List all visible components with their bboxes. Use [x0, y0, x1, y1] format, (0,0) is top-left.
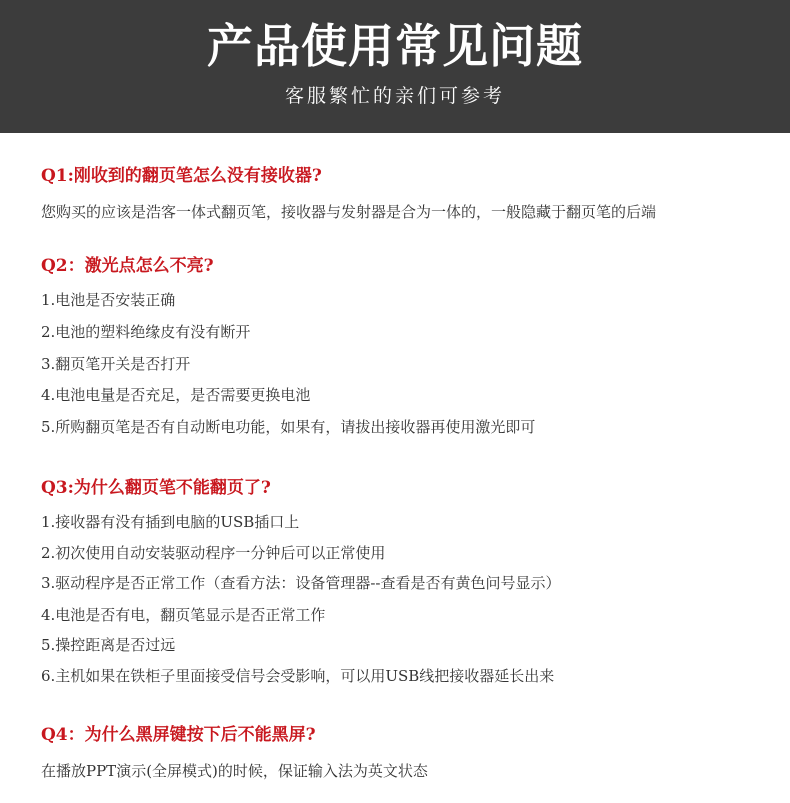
faq-answer-2-4: 4.电池电量是否充足，是否需要更换电池: [41, 386, 311, 404]
faq-answer-3-6: 6.主机如果在铁柜子里面接受信号会受影响，可以用USB线把接收器延长出来: [41, 667, 555, 685]
faq-answer-1-1: 您购买的应该是浩客一体式翻页笔，接收器与发射器是合为一体的，一般隐藏于翻页笔的后端: [41, 203, 657, 221]
header-banner: [0, 0, 790, 133]
faq-answer-3-1: 1.接收器有没有插到电脑的USB插口上: [41, 513, 300, 531]
faq-answer-3-5: 5.操控距离是否过远: [41, 636, 176, 654]
page-subtitle: 客服繁忙的亲们可参考: [284, 85, 505, 107]
faq-question-3: Q3:为什么翻页笔不能翻页了?: [41, 478, 271, 498]
faq-answer-2-5: 5.所购翻页笔是否有自动断电功能，如果有，请拔出接收器再使用激光即可: [41, 418, 536, 436]
faq-answer-2-1: 1.电池是否安装正确: [41, 291, 176, 309]
faq-answer-4-1: 在播放PPT演示(全屏模式)的时候，保证输入法为英文状态: [41, 762, 428, 780]
faq-answer-3-4: 4.电池是否有电，翻页笔显示是否正常工作: [41, 606, 326, 624]
faq-answer-2-2: 2.电池的塑料绝缘皮有没有断开: [41, 323, 251, 341]
faq-answer-3-3: 3.驱动程序是否正常工作（查看方法：设备管理器--查看是否有黄色问号显示）: [41, 574, 561, 592]
faq-answer-3-2: 2.初次使用自动安装驱动程序一分钟后可以正常使用: [41, 544, 386, 562]
faq-answer-2-3: 3.翻页笔开关是否打开: [41, 355, 191, 373]
faq-question-2: Q2：激光点怎么不亮?: [41, 256, 214, 276]
faq-question-1: Q1:刚收到的翻页笔怎么没有接收器?: [41, 166, 322, 186]
page-title: 产品使用常见问题: [207, 19, 583, 73]
faq-question-4: Q4：为什么黑屏键按下后不能黑屏?: [41, 725, 316, 745]
